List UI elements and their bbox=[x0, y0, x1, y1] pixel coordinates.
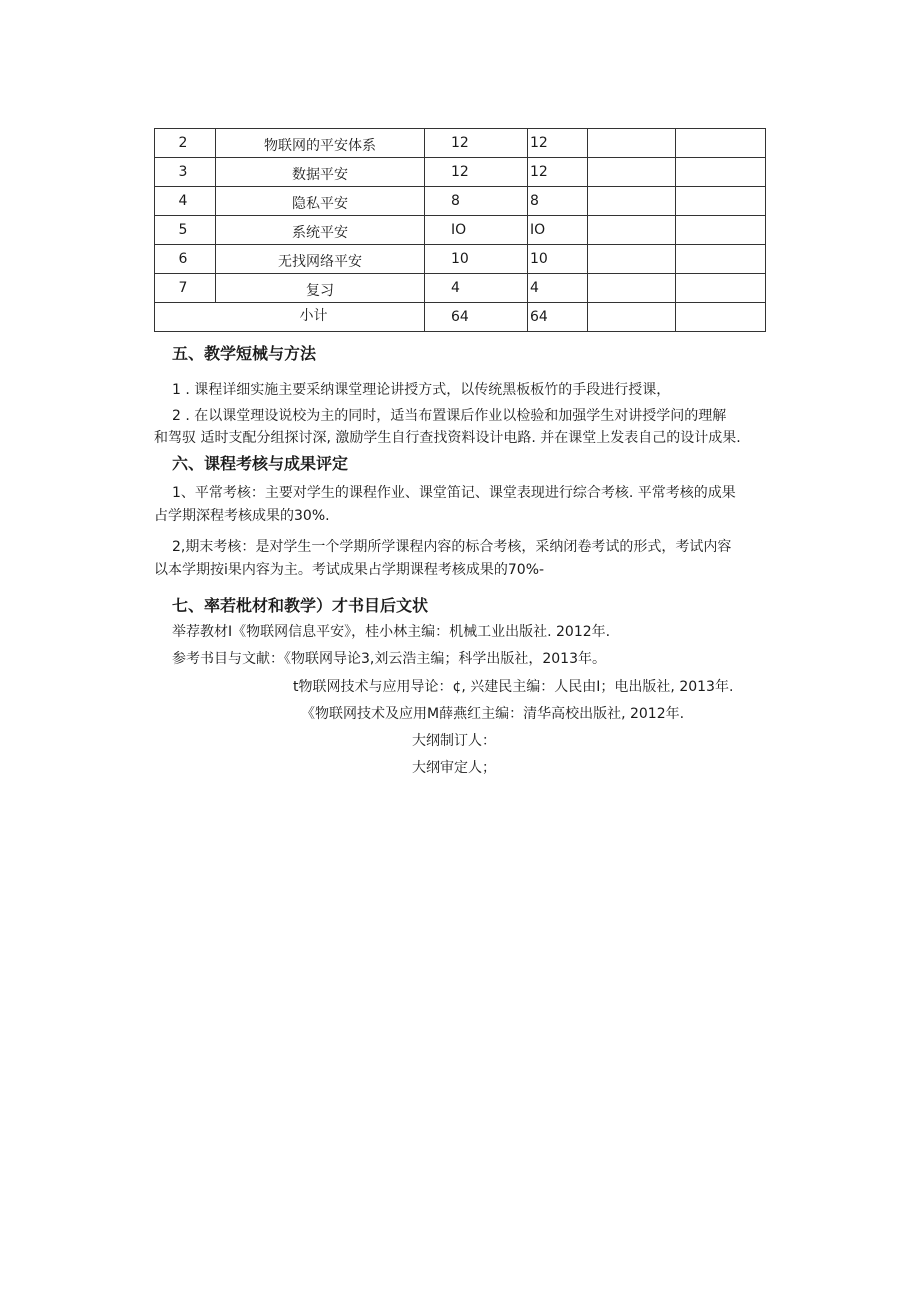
section6-item1-line1: 1、平常考核：主要对学生的课程作业、课堂笛记、课堂表现进行综合考核. 平常考核的成果 bbox=[172, 485, 736, 501]
table-row bbox=[155, 274, 766, 303]
lecture-hours-cell: 12 bbox=[528, 129, 588, 158]
row-number-cell: 2 bbox=[155, 129, 216, 158]
empty-cell bbox=[676, 274, 766, 303]
total-hours-cell: IO bbox=[425, 216, 528, 245]
section5-heading: 五、教学短械与方法 bbox=[172, 344, 317, 363]
empty-cell bbox=[588, 303, 676, 332]
total-hours-cell: 8 bbox=[425, 187, 528, 216]
chapter-title-cell: 系统平安 bbox=[216, 216, 425, 245]
reference-3: 《物联网技术及应用M薛燕红主编：清华高校出版社, 2012年. bbox=[301, 706, 685, 722]
lecture-hours-cell: 12 bbox=[528, 158, 588, 187]
section7-heading: 七、率若枇材和教学）才书目后文状 bbox=[172, 596, 429, 615]
row-number-cell: 6 bbox=[155, 245, 216, 274]
lecture-hours-cell: 10 bbox=[528, 245, 588, 274]
reference-1: 参考书目与文献：《物联网导论3,刘云浩主编；科学出版社，2013年。 bbox=[172, 651, 606, 667]
table-row bbox=[155, 158, 766, 187]
total-hours-cell: 10 bbox=[425, 245, 528, 274]
lecture-hours-cell: 4 bbox=[528, 274, 588, 303]
section6-item1-line2: 占学期深程考核成果的30%. bbox=[154, 508, 330, 524]
chapter-title-cell: 物联网的平安体系 bbox=[216, 129, 425, 158]
table-row bbox=[155, 129, 766, 158]
empty-cell bbox=[588, 129, 676, 158]
course-hours-table bbox=[154, 128, 766, 332]
table-total-row bbox=[155, 303, 766, 332]
reference-2: t物联网技术与应用导论：¢, 兴建民主编：人民由I；电出版社, 2013年. bbox=[293, 679, 734, 695]
empty-cell bbox=[676, 245, 766, 274]
empty-cell bbox=[588, 158, 676, 187]
empty-cell bbox=[588, 216, 676, 245]
table-row bbox=[155, 245, 766, 274]
row-number-cell: 4 bbox=[155, 187, 216, 216]
syllabus-reviewer: 大纲审定人； bbox=[412, 760, 496, 776]
section6-item2-line1: 2,期末考核：是对学生一个学期所学课程内容的标合考核，采纳闭卷考试的形式，考试内容 bbox=[172, 539, 732, 555]
chapter-title-cell: 复习 bbox=[216, 274, 425, 303]
empty-cell bbox=[588, 245, 676, 274]
total-hours-cell: 12 bbox=[425, 158, 528, 187]
lecture-hours-cell: IO bbox=[528, 216, 588, 245]
lecture-hours-cell: 8 bbox=[528, 187, 588, 216]
empty-cell bbox=[588, 274, 676, 303]
total-hours-cell: 4 bbox=[425, 274, 528, 303]
empty-cell bbox=[676, 303, 766, 332]
section5-item2-line2: 和驾驭 适时支配分组探讨深, 激励学生自行查找资料设计电路. 并在课堂上发表自己的设计成果. bbox=[154, 430, 741, 446]
empty-cell bbox=[676, 158, 766, 187]
recommended-textbook: 举荐教材I《物联网信息平安》，桂小林主编：机械工业出版社. 2012年. bbox=[172, 624, 611, 640]
empty-cell bbox=[588, 187, 676, 216]
row-number-cell: 3 bbox=[155, 158, 216, 187]
row-number-cell: 5 bbox=[155, 216, 216, 245]
table-row bbox=[155, 216, 766, 245]
subtotal-label-cell: 小计 bbox=[155, 303, 425, 332]
empty-cell bbox=[676, 129, 766, 158]
chapter-title-cell: 无找网络平安 bbox=[216, 245, 425, 274]
subtotal-lecture-cell: 64 bbox=[528, 303, 588, 332]
section5-item1: 1 . 课程详细实施主要采纳课堂理论讲授方式，以传统黑板板竹的手段进行授课， bbox=[172, 382, 671, 398]
chapter-title-cell: 数据平安 bbox=[216, 158, 425, 187]
chapter-title-cell: 隐私平安 bbox=[216, 187, 425, 216]
empty-cell bbox=[676, 216, 766, 245]
total-hours-cell: 12 bbox=[425, 129, 528, 158]
table-body bbox=[155, 129, 766, 332]
section6-item2-line2: 以本学期按i果内容为主。考试成果占学期课程考核成果的70%- bbox=[154, 562, 545, 578]
subtotal-hours-cell: 64 bbox=[425, 303, 528, 332]
empty-cell bbox=[676, 187, 766, 216]
row-number-cell: 7 bbox=[155, 274, 216, 303]
section5-item2-line1: 2 . 在以课堂理设说校为主的同时，适当布置课后作业以检验和加强学生对讲授学问的理解 bbox=[172, 408, 727, 424]
syllabus-author: 大纲制订人： bbox=[412, 733, 496, 749]
section6-heading: 六、课程考核与成果评定 bbox=[172, 454, 349, 473]
table-row bbox=[155, 187, 766, 216]
